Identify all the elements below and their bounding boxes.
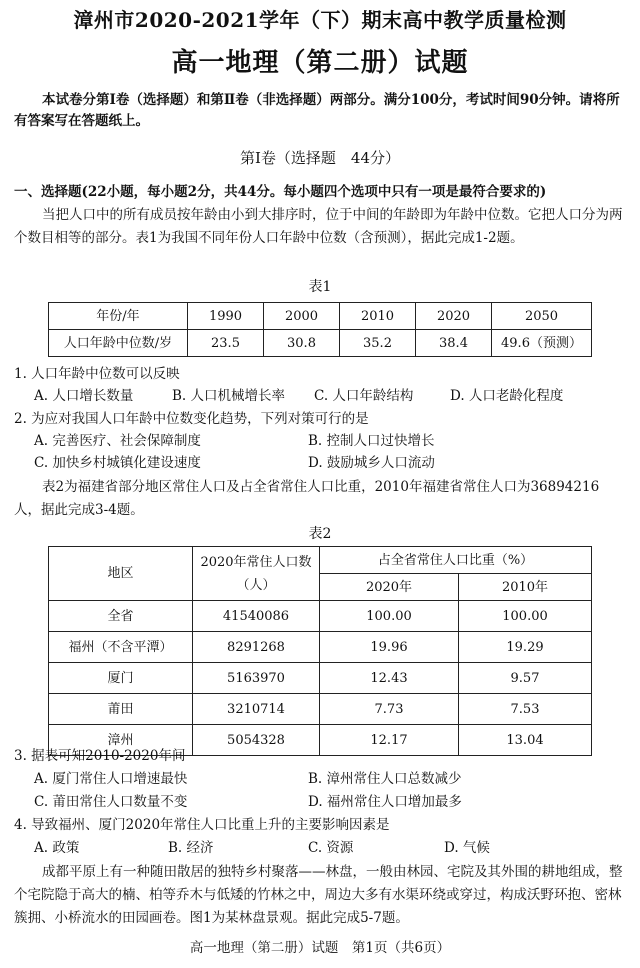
table1-year: 2010 (340, 303, 416, 330)
table2-region: 漳州 (49, 725, 193, 756)
q4-option-d: D. 气候 (444, 840, 490, 856)
q4-options (34, 838, 640, 859)
q3-option-b: B. 漳州常住人口总数减少 (308, 771, 462, 787)
table1-value: 38.4 (416, 330, 492, 357)
table2-ratio-2020: 12.43 (320, 663, 459, 694)
q2-option-b: B. 控制人口过快增长 (308, 433, 435, 449)
q3-option-d: D. 福州常住人口增加最多 (308, 794, 462, 810)
table1-year: 2020 (416, 303, 492, 330)
table2-region: 厦门 (49, 663, 193, 694)
table2-ratio-2020: 7.73 (320, 694, 459, 725)
table-row (49, 632, 592, 663)
q2-options-row2 (34, 453, 640, 474)
q2-option-a: A. 完善医疗、社会保障制度 (34, 433, 201, 449)
exam-header: 漳州市2020-2021学年（下）期末高中教学质量检测 (73, 8, 567, 32)
page-footer: 高一地理（第二册）试题 第1页（共6页） (189, 940, 451, 956)
table2-header-row (49, 547, 592, 574)
q4-option-a: A. 政策 (34, 840, 80, 856)
q3-option-a: A. 厦门常住人口增速最快 (34, 771, 188, 787)
table1-row-label: 人口年龄中位数/岁 (49, 330, 188, 357)
table2-caption: 表2 (308, 526, 332, 542)
exam-intro: 本试卷分第Ⅰ卷（选择题）和第Ⅱ卷（非选择题）两部分。满分100分，考试时间90分钟。请将所有答案写在答题纸上。 (14, 92, 620, 129)
table2-ratio-2010: 9.57 (459, 663, 592, 694)
table1-value: 49.6（预测） (492, 330, 592, 357)
table2-pop: 8291268 (193, 632, 320, 663)
q4-option-c: C. 资源 (308, 840, 354, 856)
q3-options-row2 (34, 792, 640, 813)
q1-option-a: A. 人口增长数量 (34, 388, 134, 404)
q4-stem: 4. 导致福州、厦门2020年常住人口比重上升的主要影响因素是 (14, 817, 390, 833)
stem-1-2: 当把人口中的所有成员按年龄由小到大排序时，位于中间的年龄即为年龄中位数。它把人口分为两个数目相等的部分。表1为我国不同年份人口年龄中位数（含预测），据此完成1-2题。 (14, 207, 623, 246)
table1-header-row (49, 303, 592, 330)
table2-col-region: 地区 (49, 547, 193, 601)
table2-ratio-2010: 100.00 (459, 601, 592, 632)
table2-ratio-2020: 12.17 (320, 725, 459, 756)
q2-option-d: D. 鼓励城乡人口流动 (308, 455, 435, 471)
table2-region: 福州（不含平潭） (49, 632, 193, 663)
q3-options-row1 (34, 769, 640, 790)
q3-stem: 3. 据表可知2010-2020年间 (14, 748, 186, 764)
table2-ratio-2010: 13.04 (459, 725, 592, 756)
q1-option-c: C. 人口年龄结构 (314, 388, 414, 404)
table2-col-pop: 2020年常住人口数（人） (193, 547, 320, 601)
q1-options (34, 386, 640, 407)
q4-option-b: B. 经济 (168, 840, 214, 856)
q1-stem: 1. 人口年龄中位数可以反映 (14, 366, 180, 382)
table2-ratio-2010: 19.29 (459, 632, 592, 663)
section-title: 第Ⅰ卷（选择题 44分） (239, 149, 400, 167)
table2-col-ratio: 占全省常住人口比重（%） (320, 547, 592, 574)
table2-region: 莆田 (49, 694, 193, 725)
q2-stem: 2. 为应对我国人口年龄中位数变化趋势，下列对策可行的是 (14, 411, 369, 427)
table2-pop: 41540086 (193, 601, 320, 632)
q3-option-c: C. 莆田常住人口数量不变 (34, 794, 188, 810)
table-row (49, 663, 592, 694)
table1-caption: 表1 (308, 279, 332, 295)
table1-value: 35.2 (340, 330, 416, 357)
q1-option-d: D. 人口老龄化程度 (450, 388, 564, 404)
table1-year: 2050 (492, 303, 592, 330)
table2-col-2020: 2020年 (320, 574, 459, 601)
table2 (48, 546, 592, 756)
table2-pop: 5054328 (193, 725, 320, 756)
q1-option-b: B. 人口机械增长率 (172, 388, 286, 404)
table2-ratio-2010: 7.53 (459, 694, 592, 725)
table2-col-2010: 2010年 (459, 574, 592, 601)
table1-year: 2000 (264, 303, 340, 330)
table2-pop: 3210714 (193, 694, 320, 725)
table1 (48, 302, 592, 357)
part1-heading: 一、选择题(22小题，每小题2分，共44分。每小题四个选项中只有一项是最符合要求的) (14, 184, 547, 200)
q2-option-c: C. 加快乡村城镇化建设速度 (34, 455, 201, 471)
stem-5-7: 成都平原上有一种随田散居的独特乡村聚落——林盘，一般由林园、宅院及其外围的耕地组成，整个宅院隐于高大的楠、柏等乔木与低矮的竹林之中，周边大多有水渠环绕或穿过，构成沃野环抱、密林簇拥、小桥流水的田园画卷。图1为某林盘景观。据此完成5-7题。 (14, 864, 623, 926)
table-row (49, 601, 592, 632)
table2-ratio-2020: 100.00 (320, 601, 459, 632)
stem-3-4: 表2为福建省部分地区常住人口及占全省常住人口比重，2010年福建省常住人口为36894216人，据此完成3-4题。 (14, 479, 600, 518)
table1-value-row (49, 330, 592, 357)
table-row (49, 694, 592, 725)
q2-options-row1 (34, 431, 640, 452)
table1-header-label: 年份/年 (49, 303, 188, 330)
table1-year: 1990 (188, 303, 264, 330)
table1-value: 23.5 (188, 330, 264, 357)
exam-title: 高一地理（第二册）试题 (171, 48, 469, 78)
table2-region: 全省 (49, 601, 193, 632)
table2-ratio-2020: 19.96 (320, 632, 459, 663)
table1-value: 30.8 (264, 330, 340, 357)
table2-pop: 5163970 (193, 663, 320, 694)
